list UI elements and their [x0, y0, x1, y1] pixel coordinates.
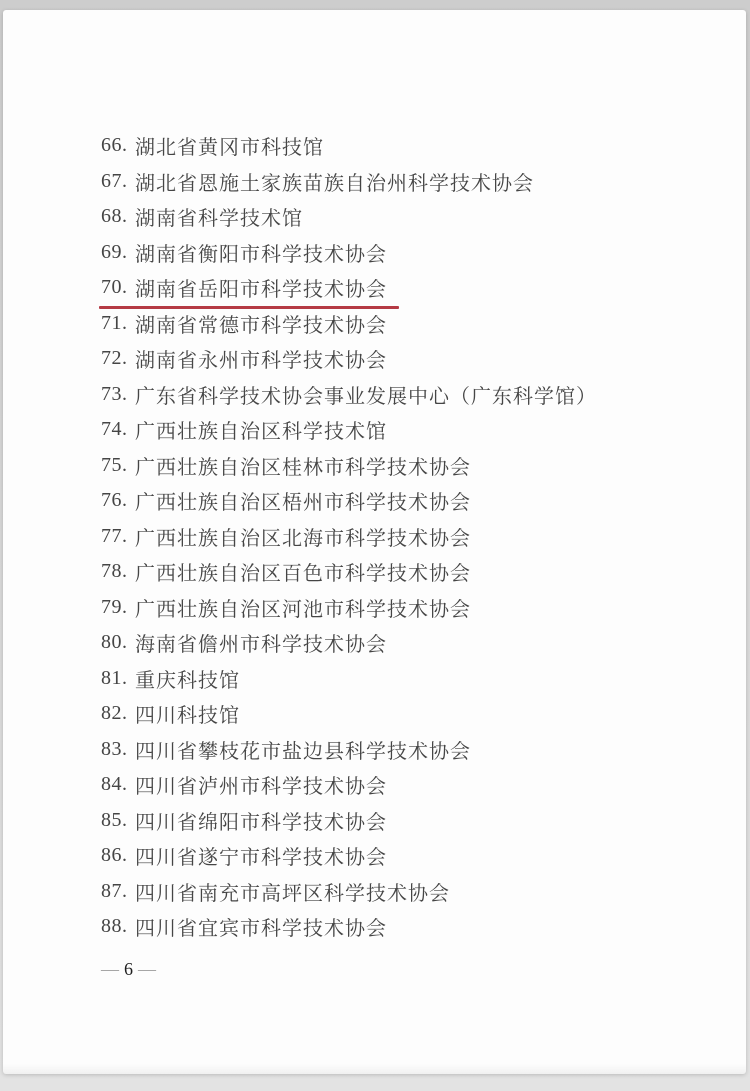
list-item-text: 广西壮族自治区科学技术馆	[135, 421, 387, 444]
list-item-text: 湖南省永州市科学技术协会	[135, 350, 387, 373]
list-item-number: 76.	[101, 489, 128, 512]
list-item-number: 87.	[101, 879, 128, 902]
list-item-text: 湖北省恩施土家族苗族自治州科学技术协会	[135, 172, 534, 195]
list-item-number: 85.	[101, 808, 128, 831]
list-item-text: 湖南省科学技术馆	[135, 208, 303, 231]
list-item-text: 四川省攀枝花市盐边县科学技术协会	[135, 740, 471, 763]
list-item	[101, 661, 661, 697]
organization-list	[101, 128, 661, 945]
list-item-number: 81.	[101, 666, 128, 689]
list-item-number: 84.	[101, 773, 128, 796]
list-item-number: 73.	[101, 382, 128, 405]
list-item	[101, 128, 661, 164]
list-item	[101, 199, 661, 235]
document-page	[3, 10, 746, 1074]
list-item	[101, 270, 661, 306]
list-item-number: 67.	[101, 169, 128, 192]
list-item-number: 78.	[101, 560, 128, 583]
list-item-number: 88.	[101, 915, 128, 938]
list-item	[101, 874, 661, 910]
page-number: 6	[124, 959, 133, 979]
page-footer	[101, 959, 156, 980]
list-item-text: 广西壮族自治区北海市科学技术协会	[135, 527, 471, 550]
list-item-number: 77.	[101, 524, 128, 547]
list-item	[101, 767, 661, 803]
list-item-text: 湖南省常德市科学技术协会	[135, 314, 387, 337]
list-item-text: 海南省儋州市科学技术协会	[135, 634, 387, 657]
list-item-number: 72.	[101, 347, 128, 370]
list-item	[101, 732, 661, 768]
list-item	[101, 519, 661, 555]
list-item-number: 79.	[101, 595, 128, 618]
list-item	[101, 412, 661, 448]
list-item-text: 广东省科学技术协会事业发展中心（广东科学馆）	[135, 385, 597, 408]
list-item-number: 86.	[101, 844, 128, 867]
list-item-text: 广西壮族自治区梧州市科学技术协会	[135, 492, 471, 515]
list-item	[101, 803, 661, 839]
list-item	[101, 909, 661, 945]
list-item	[101, 235, 661, 271]
list-item-text: 广西壮族自治区桂林市科学技术协会	[135, 456, 471, 479]
list-item	[101, 590, 661, 626]
list-item	[101, 164, 661, 200]
list-item-number: 75.	[101, 453, 128, 476]
list-item-number: 69.	[101, 240, 128, 263]
list-item-text: 四川省遂宁市科学技术协会	[135, 847, 387, 870]
list-item	[101, 377, 661, 413]
list-item-number: 83.	[101, 737, 128, 760]
list-item-text: 广西壮族自治区百色市科学技术协会	[135, 563, 471, 586]
list-item-text: 湖南省岳阳市科学技术协会	[135, 279, 387, 302]
list-item-text: 四川科技馆	[135, 705, 240, 728]
list-item-text: 四川省宜宾市科学技术协会	[135, 918, 387, 941]
list-item	[101, 696, 661, 732]
list-item-number: 71.	[101, 311, 128, 334]
list-item	[101, 838, 661, 874]
list-item	[101, 341, 661, 377]
list-item	[101, 483, 661, 519]
list-item-text: 湖北省黄冈市科技馆	[135, 137, 324, 160]
list-item-text: 广西壮族自治区河池市科学技术协会	[135, 598, 471, 621]
list-item-number: 70.	[101, 276, 128, 299]
list-item	[101, 306, 661, 342]
list-item-text: 四川省绵阳市科学技术协会	[135, 811, 387, 834]
footer-dash-right: —	[138, 959, 156, 979]
list-item-text: 湖南省衡阳市科学技术协会	[135, 243, 387, 266]
list-item-text: 四川省泸州市科学技术协会	[135, 776, 387, 799]
list-item-number: 66.	[101, 134, 128, 157]
list-item-number: 68.	[101, 205, 128, 228]
list-item-text: 重庆科技馆	[135, 669, 240, 692]
list-item-text: 四川省南充市高坪区科学技术协会	[135, 882, 450, 905]
list-item-number: 80.	[101, 631, 128, 654]
list-item	[101, 554, 661, 590]
list-item-number: 82.	[101, 702, 128, 725]
list-item	[101, 625, 661, 661]
list-item	[101, 448, 661, 484]
footer-dash-left: —	[101, 959, 119, 979]
list-item-number: 74.	[101, 418, 128, 441]
